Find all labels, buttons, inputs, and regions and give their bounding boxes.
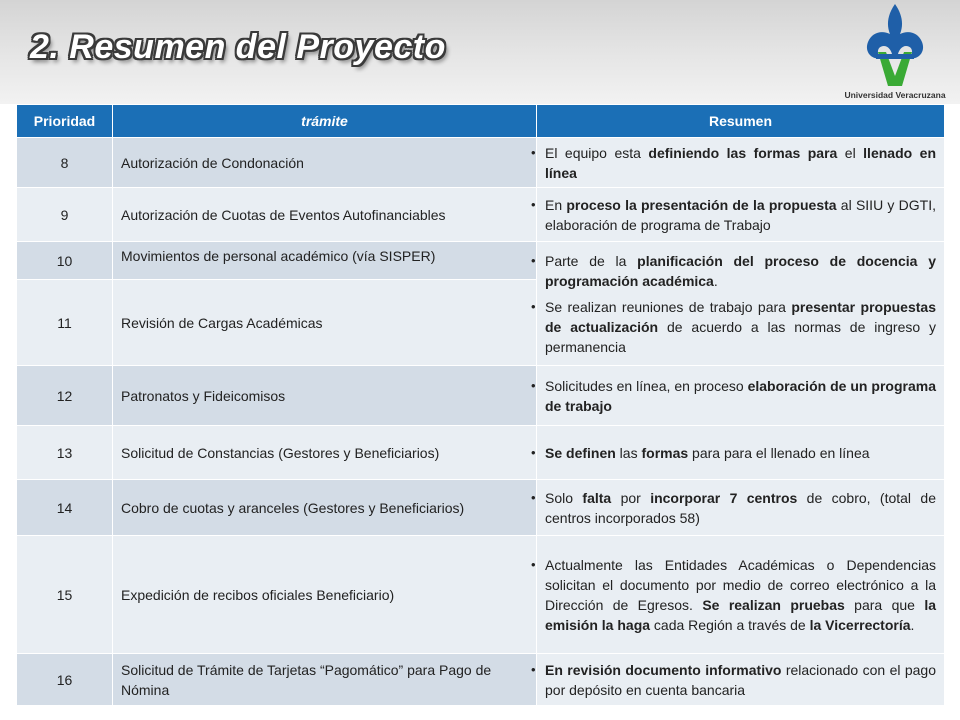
resumen-bullet: • Se realizan reuniones de trabajo para presentar propuestas de actualización de acuerdo a las normas de ingreso y permanencia [545,297,936,357]
resumen-bullet: • En proceso la presentación de la propuesta al SIIU y DGTI, elaboración de programa de Trabajo [545,195,936,235]
table-row [17,138,945,188]
prioridad-cell: 9 [17,188,113,242]
tramite-cell: Expedición de recibos oficiales Beneficiario) [113,536,537,654]
table-header-row [17,105,945,138]
resumen-bullet: • Solo falta por incorporar 7 centros de cobro, (total de centros incorporados 58) [545,488,936,528]
table-row [17,536,945,654]
prioridad-cell: 16 [17,654,113,706]
resumen-cell [537,242,945,366]
table-row [17,242,945,280]
table-row [17,480,945,536]
resumen-cell [537,188,945,242]
column-header-tramite: trámite [113,105,537,138]
prioridad-cell: 8 [17,138,113,188]
resumen-bullet: • Parte de la planificación del proceso de docencia y programación académica. [545,251,936,291]
resumen-cell [537,536,945,654]
table-row [17,426,945,480]
table-row [17,188,945,242]
summary-table [16,104,945,706]
resumen-bullet: • Se definen las formas para para el llenado en línea [545,443,936,463]
uv-fleur-de-lis-logo-icon [864,2,926,88]
resumen-bullet: • Solicitudes en línea, en proceso elaboración de un programa de trabajo [545,376,936,416]
resumen-bullet: • Actualmente las Entidades Académicas o Dependencias solicitan el documento por medio de correo electrónico a la Dirección de Egresos. Se realizan pruebas para que la emisión la haga cada Región a través de la Vicerrectoría. [545,555,936,635]
page-title: 2. Resumen del Proyecto [30,28,446,66]
column-header-resumen: Resumen [537,105,945,138]
table-row [17,366,945,426]
resumen-cell [537,654,945,706]
prioridad-cell: 10 [17,242,113,280]
university-logo [836,2,954,102]
prioridad-cell: 12 [17,366,113,426]
logo-caption: Universidad Veracruzana [844,90,946,100]
tramite-cell: Solicitud de Constancias (Gestores y Beneficiarios) [113,426,537,480]
resumen-cell [537,138,945,188]
prioridad-cell: 13 [17,426,113,480]
tramite-cell: Patronatos y Fideicomisos [113,366,537,426]
tramite-cell: Movimientos de personal académico (vía SISPER) [113,242,537,280]
prioridad-cell: 15 [17,536,113,654]
prioridad-cell: 14 [17,480,113,536]
resumen-bullet: • El equipo esta definiendo las formas para el llenado en línea [545,143,936,183]
table-row [17,654,945,706]
resumen-bullet: • En revisión documento informativo relacionado con el pago por depósito en cuenta bancaria [545,660,936,700]
tramite-cell: Solicitud de Trámite de Tarjetas “Pagomático” para Pago de Nómina [113,654,537,706]
tramite-cell: Autorización de Condonación [113,138,537,188]
tramite-cell: Cobro de cuotas y aranceles (Gestores y Beneficiarios) [113,480,537,536]
resumen-cell [537,426,945,480]
column-header-prioridad: Prioridad [17,105,113,138]
prioridad-cell: 11 [17,280,113,366]
tramite-cell: Revisión de Cargas Académicas [113,280,537,366]
tramite-cell: Autorización de Cuotas de Eventos Autofinanciables [113,188,537,242]
resumen-cell [537,366,945,426]
resumen-cell [537,480,945,536]
